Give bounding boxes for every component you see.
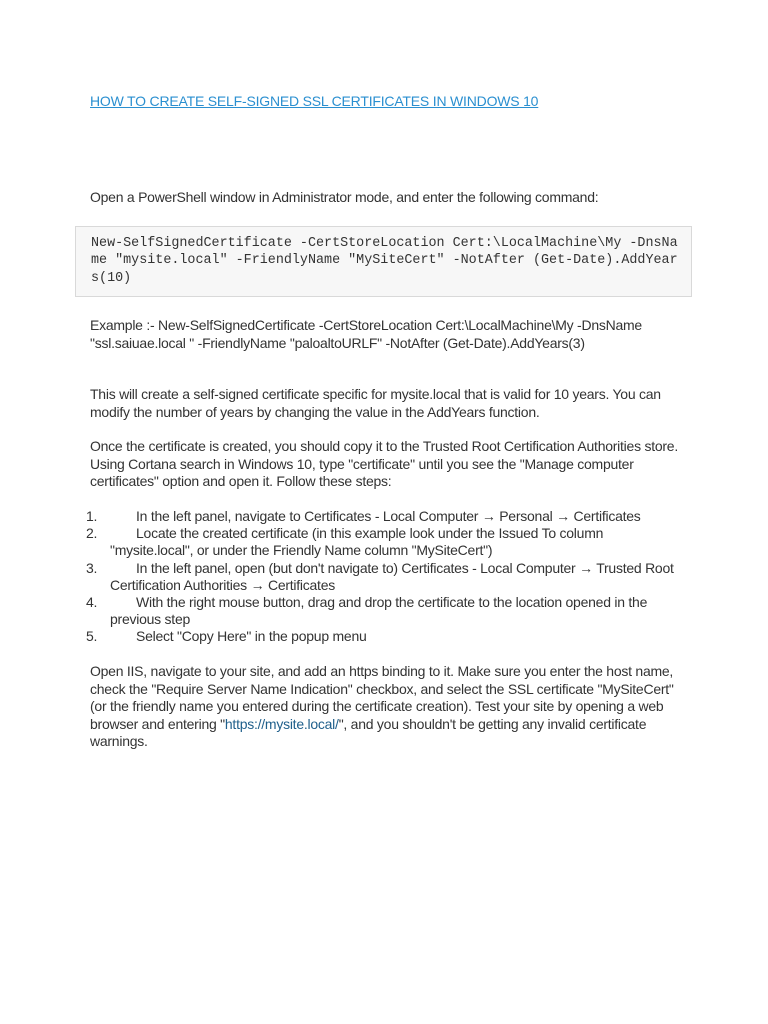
- step-number: 1.: [86, 508, 98, 524]
- step-text: With the right mouse button, drag and drop the certificate to the location opened in the previous step: [110, 594, 648, 628]
- code-block: [75, 226, 692, 297]
- page-title-link[interactable]: HOW TO CREATE SELF-SIGNED SSL CERTIFICATES IN WINDOWS 10: [90, 93, 539, 109]
- list-item: [86, 628, 686, 645]
- list-item: [86, 508, 686, 525]
- mysite-local-link[interactable]: https://mysite.local/: [224, 715, 339, 732]
- intro-paragraph: Open a PowerShell window in Administrator mode, and enter the following command:: [90, 189, 599, 205]
- iis-text-after-link: ", and you shouldn't be getting any invalid certificate warnings.: [90, 715, 647, 749]
- step-text: In the left panel, open (but don't navigate to) Certificates - Local Computer → Trusted Root Certification Authorities → Certificates: [110, 559, 674, 593]
- step-text: Select "Copy Here" in the popup menu: [136, 628, 367, 645]
- iis-text-before-link: Open IIS, navigate to your site, and add an https binding to it. Make sure you enter the host name, check the "Require Server Name Indication" checkbox, and select the SSL certificate "MySiteCert" (or the friendly name you entered during the certificate creation). Test your site by opening a web browser and entering ": [90, 663, 674, 732]
- instructions-paragraph: Once the certificate is created, you should copy it to the Trusted Root Certification Authorities store. Using Cortana search in Windows 10, type "certificate" until you see the "Manage computer certificates" option and open it. Follow these steps:: [90, 438, 678, 489]
- powershell-command: New-SelfSignedCertificate -CertStoreLocation Cert:\LocalMachine\My -DnsName "mysite.local" -FriendlyName "MySiteCert" -NotAfter (Get-Date).AddYears(10): [91, 236, 678, 286]
- list-item: [86, 594, 686, 628]
- step-number: 3.: [86, 559, 98, 576]
- step-number: 2.: [86, 525, 98, 542]
- iis-paragraph: [90, 663, 690, 751]
- steps-list: [86, 508, 686, 646]
- example-paragraph: Example :- New-SelfSignedCertificate -CertStoreLocation Cert:\LocalMachine\My -DnsName "ssl.saiuae.local " -FriendlyName "paloaltoURLF" -NotAfter (Get-Date).AddYears(3): [90, 317, 642, 351]
- step-text: Locate the created certificate (in this example look under the Issued To column "mysite.local", or under the Friendly Name column "MySiteCert"): [110, 525, 604, 559]
- list-item: [86, 525, 686, 559]
- list-item: [86, 560, 686, 594]
- step-number: 4.: [86, 594, 98, 611]
- step-text: In the left panel, navigate to Certificates - Local Computer → Personal → Certificates: [136, 508, 641, 524]
- step-number: 5.: [86, 628, 98, 645]
- validity-paragraph: This will create a self-signed certificate specific for mysite.local that is valid for 10 years. You can modify the number of years by changing the value in the AddYears function.: [90, 386, 661, 420]
